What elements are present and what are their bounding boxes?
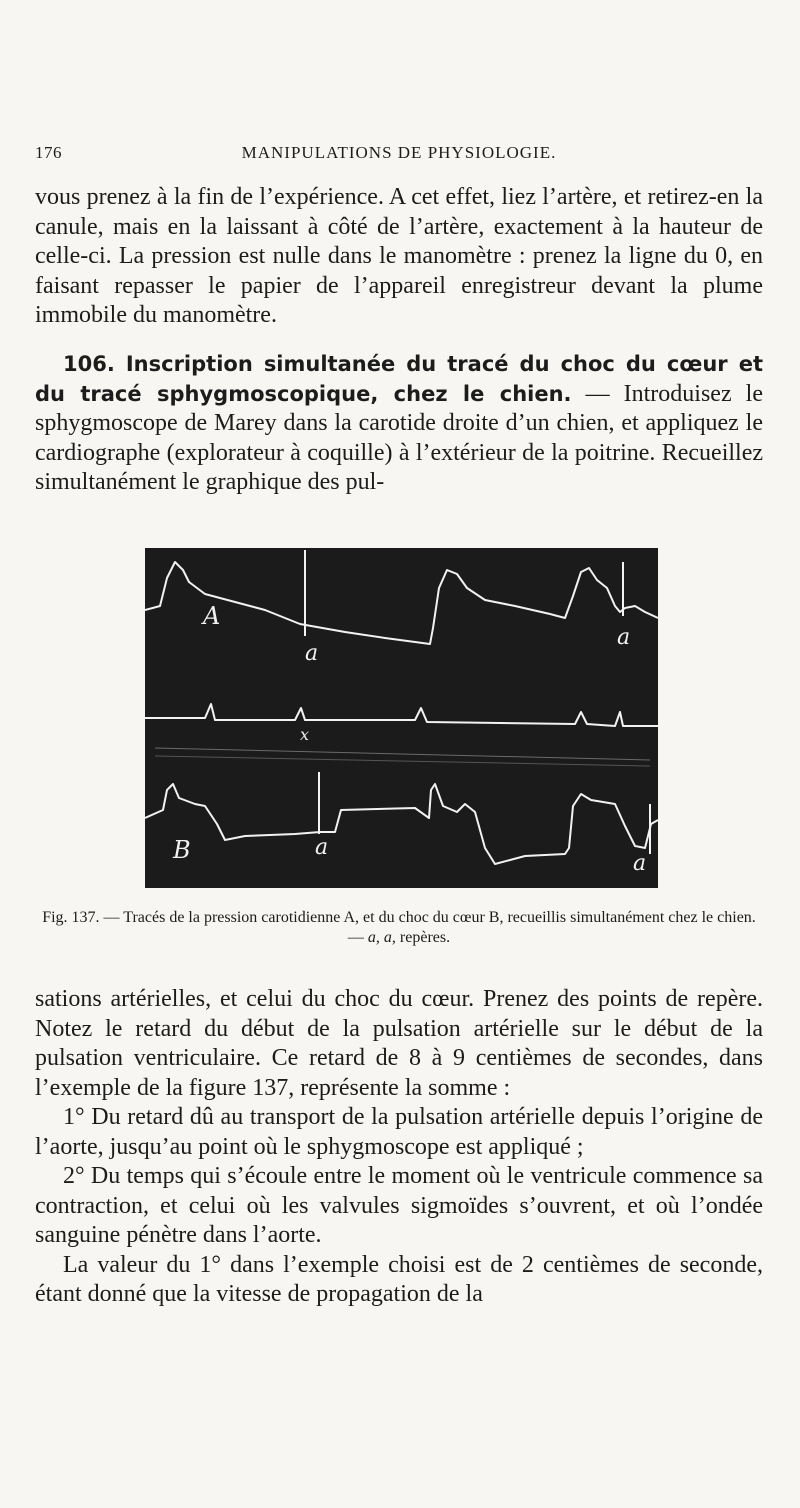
marker-a4: a — [633, 851, 647, 876]
label-b: B — [173, 836, 191, 864]
caption-italic: a, a, — [367, 929, 396, 946]
marker-a2: a — [617, 625, 631, 650]
trace-a — [145, 562, 658, 644]
label-a: A — [203, 602, 221, 630]
section-paragraph — [35, 350, 763, 498]
running-title: MANIPULATIONS DE PHYSIOLOGIE. — [241, 143, 557, 162]
baseline-2 — [155, 756, 650, 766]
section-body: — Introduisez le sphygmoscope de Marey dans la carotide droite d’un chien, et appliquez le cardiographe (explorateur à coquille) à l’extérieur de la poitrine. Recueillez simultanément le graphique des pul- — [35, 380, 763, 495]
running-header — [35, 143, 763, 167]
marker-x: x — [300, 725, 310, 744]
baseline-1 — [155, 748, 650, 760]
paragraph-continuation — [35, 183, 763, 331]
marker-a3: a — [315, 835, 329, 860]
paragraph-text: vous prenez à la fin de l’expérience. A cet effet, liez l’artère, et retirez-en la canule, mais en la laissant à côté de l’artère, exactement à la hauteur de celle-ci. La pression est nulle dans le manomètre : prenez la ligne du 0, en faisant repasser le papier de l’appareil enregistreur devant la plume immobile du manomètre. — [35, 184, 763, 328]
section-106 — [35, 350, 763, 498]
caption-text: Fig. 137. — Tracés de la pression carotidienne A, et du choc du cœur B, recueillis simultanément chez le chien. — — [42, 909, 756, 946]
section-heading: 106. Inscription simultanée du tracé du choc du cœur et du tracé sphygmoscopique, chez le chien. — [35, 352, 763, 406]
page-number: 176 — [35, 143, 62, 162]
figure-caption — [35, 908, 763, 948]
paragraph-text: La valeur du 1° dans l’exemple choisi est de 2 centièmes de seconde, étant donné que la vitesse de propagation de la — [35, 1251, 763, 1307]
numbered-point-2: 2° Du temps qui s’écoule entre le moment où le ventricule commence sa contraction, et celui où les valvules sigmoïdes s’ouvrent, et où l’ondée sanguine pénètre dans l’aorte. — [35, 1163, 763, 1248]
numbered-point-1: 1° Du retard dû au transport de la pulsation artérielle depuis l’origine de l’aorte, jusqu’au point où le sphygmoscope est appliqué ; — [35, 1104, 763, 1160]
traces-svg — [145, 548, 658, 888]
figure-137-plate — [145, 548, 658, 888]
paragraph-main — [35, 985, 763, 1310]
trace-b — [145, 784, 658, 864]
caption-suffix: repères. — [395, 929, 451, 946]
trace-x — [145, 704, 658, 726]
marker-a1: a — [305, 641, 319, 666]
paragraph-text: sations artérielles, et celui du choc du cœur. Prenez des points de repère. Notez le retard du début de la pulsation artérielle sur le début de la pulsation ventriculaire. Ce retard de 8 à 9 centièmes de secondes, dans l’exemple de la figure 137, représente la somme : — [35, 986, 763, 1101]
